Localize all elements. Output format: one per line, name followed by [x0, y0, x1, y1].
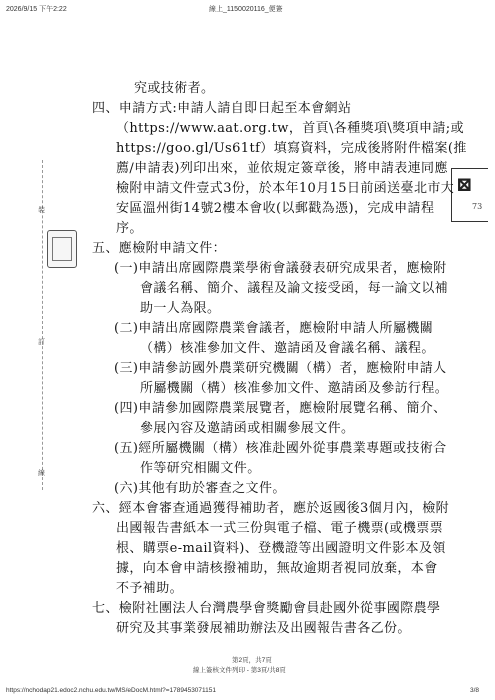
margin-mark-bind: 訂 [38, 338, 45, 346]
body-line: 究或技術者。 [134, 81, 215, 96]
body-line: 根、購票e-mail資料)、登機證等出國證明文件影本及領 [116, 541, 446, 556]
section-heading: 六、經本會審查通過獲得補助者，應於返國後3個月內，檢附 [92, 501, 450, 516]
print-doc-title: 線上_1150020116_便簽 [209, 6, 283, 13]
body-line: （構）核准參加文件、邀請函及會議名稱、議程。 [140, 341, 435, 356]
body-line: 序。 [116, 221, 143, 236]
body-line: (一)申請出席國際農業學術會議發表研究成果者，應檢附 [114, 261, 447, 276]
page-url: https://nchodap21.edoc2.nchu.edu.tw/MS/eDocM.html?=1789453071151 [6, 687, 217, 694]
seal-stamp-right: ⊠ 73 [451, 168, 488, 222]
body-line: 參展內容及邀請函或相關參展文件。 [140, 421, 355, 436]
body-line: 不予補助。 [116, 581, 184, 596]
body-line: 四、申請方式:申請人請自即日起至本會網站 [92, 101, 352, 116]
margin-mark-line: 線 [38, 469, 45, 477]
body-line: 安區溫州街14號2樓本會收(以郵戳為憑)，完成申請程 [116, 201, 435, 216]
body-line: (二)申請出席國際農業會議者，應檢附申請人所屬機關 [114, 321, 434, 336]
page-number: 第2頁，共7頁 [232, 657, 272, 664]
body-line: (五)經所屬機關（構）核准赴國外從事農業專題或技術合 [114, 441, 447, 456]
body-line: 檢附申請文件壹式3份，於本年10月15日前函送臺北市大 [116, 181, 455, 196]
body-line: (六)其他有助於審查之文件。 [114, 481, 286, 496]
body-line: 所屬機關（構）核准參加文件、邀請函及參訪行程。 [140, 381, 449, 396]
body-line: 助一人為限。 [140, 301, 221, 316]
body-line: 作等研究相關文件。 [140, 461, 261, 476]
body-line: 出國報告書紙本一式三份與電子檔、電子機票(或機票票 [116, 521, 444, 536]
body-line: https://goo.gl/Us61tf）填寫資料，完成後將附件檔案(推 [116, 141, 467, 156]
body-line: 薦/申請表)列印出來，並依規定簽章後，將申請表連同應 [116, 161, 448, 176]
margin-mark-seal: 裝 [38, 206, 45, 214]
body-line: (四)申請參加國際農業展覽者，應檢附展覽名稱、簡介、 [114, 401, 447, 416]
body-line: 研究及其事業發展補助辦法及出國報告書各乙份。 [116, 621, 411, 636]
body-line: 會議名稱、簡介、議程及論文接受函，每一論文以補 [140, 281, 449, 296]
section-heading: 五、應檢附申請文件： [92, 241, 227, 256]
print-info: 線上簽核文件列印 - 第3頁/共8頁 [193, 667, 286, 674]
section-heading: 七、檢附社團法人台灣農學會獎勵會員赴國外從事國際農學 [92, 601, 441, 616]
body-line: (三)申請參訪國外農業研究機關（構）者，應檢附申請人 [114, 361, 447, 376]
print-page-count: 3/8 [470, 687, 480, 694]
stamp-number: 73 [472, 202, 483, 211]
seal-stamp-left [47, 230, 77, 268]
body-line: 據，向本會申請核撥補助，無故逾期者視同放棄，本會 [116, 561, 438, 576]
print-datetime: 2026/9/15 下午2:22 [6, 6, 67, 13]
body-line: （https://www.aat.org.tw，首頁\各種獎項\獎項申請;或 [116, 121, 464, 136]
